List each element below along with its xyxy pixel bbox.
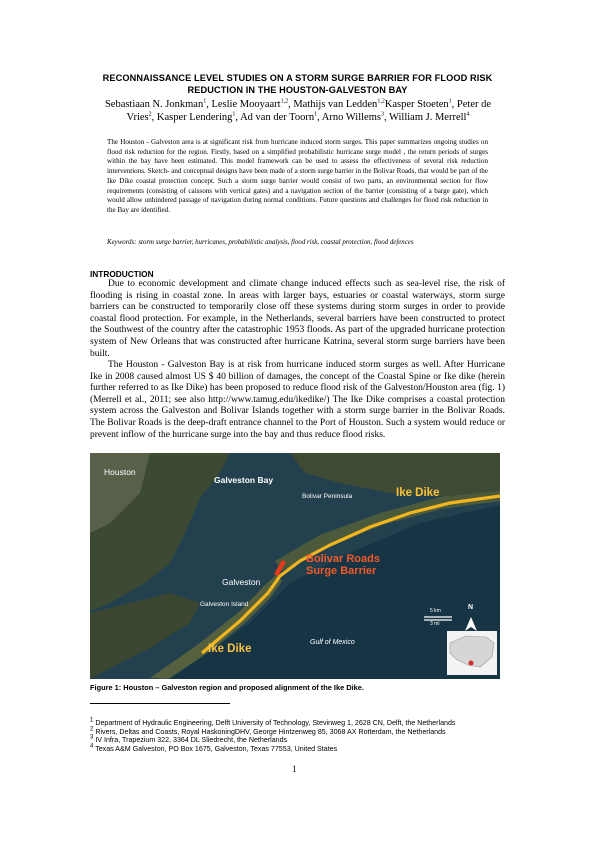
- author: Arno Willems: [321, 112, 381, 123]
- page-number: 1: [292, 764, 297, 774]
- footnote: [90, 728, 520, 737]
- footnote-text: IV Infra, Trapezium 322, 3364 DL Sliedrecht, the Netherlands: [95, 736, 288, 745]
- affiliation-mark: 4: [466, 111, 470, 118]
- footnote: [90, 745, 520, 754]
- paper-title: RECONNAISSANCE LEVEL STUDIES ON A STORM SURGE BARRIER FOR FLOOD RISK REDUCTION IN THE HOUSTON-GALVESTON BAY: [102, 73, 493, 95]
- map-label-houston: Houston: [104, 467, 136, 477]
- footnote-number: 4: [90, 743, 94, 750]
- map-label-bolivar-peninsula: Bolivar Peninsula: [302, 493, 353, 500]
- scale-label-km: 5 km: [430, 608, 441, 614]
- affiliation-mark: 3: [380, 111, 384, 118]
- paragraph-text: Due to economic development and climate change induced effects such as sea-level rise, the risk of flooding is rising in coastal zone. In areas with larger bays, estuaries or coastal waterways, storm surge barriers can be constructed to temporarily close off these systems during storm surges in order to provide coastal flood protection. For example, in the Netherlands, several barriers have been constructed to protect the Southwest of the country after the catastrophic 1953 floods. As part of the upgraded hurricane protection system of New Orleans that was constructed after hurricane Katrina, several storm surge barriers have been built.: [90, 279, 505, 359]
- intro-paragraph-1: [90, 279, 505, 360]
- author: Leslie Mooyaart: [211, 99, 281, 110]
- footnotes: [90, 719, 520, 753]
- affiliation-mark: 1: [448, 98, 452, 105]
- affiliation-mark: 2: [148, 111, 152, 118]
- footnote-number: 1: [90, 717, 94, 724]
- author: Kasper Stoeten: [384, 99, 449, 110]
- scale-label-mi: 3 mi: [430, 621, 440, 627]
- map-label-ike-dike-top: Ike Dike: [396, 487, 440, 499]
- author: Peter de Vries: [126, 99, 492, 123]
- north-arrow-icon: N: [468, 604, 474, 611]
- keywords: Keywords: storm surge barrier, hurricanes, probabilistic analysis, flood risk, coastal protection, flood defences: [107, 239, 414, 246]
- section-heading-introduction: INTRODUCTION: [90, 269, 154, 279]
- barrier-label-line: Bolivar Roads: [306, 553, 380, 565]
- map-label-gulf: Gulf of Mexico: [310, 639, 355, 646]
- affiliation-mark: 1: [232, 111, 236, 118]
- footnote-text: Department of Hydraulic Engineering, Delft University of Technology, Stevinweg 1, 2628 CN, Delft, the Netherlands: [95, 719, 456, 727]
- author-list: Sebastiaan N. Jonkman$^1$, Leslie Mooyaart$^{1,2}$, Mathijs van Ledden$^{1,2}$Kasper Stoeten$^1$, Peter de Vries$^2$, Kasper Lendering$^1$, Ad van der Toorn$^1$, Arno Willems$^3$, William J. Merrell$^4$: [104, 98, 492, 123]
- author: William J. Merrell: [389, 112, 467, 123]
- figure-caption: Figure 1: Houston – Galveston region and proposed alignment of the Ike Dike.: [90, 683, 364, 692]
- affiliation-mark: 1: [203, 98, 207, 105]
- author: , Kasper Lendering: [151, 112, 233, 123]
- paragraph-text: The Houston - Galveston Bay is at risk from hurricane induced storm surges as well. After Hurricane Ike in 2008 caused almost US $ 40 billion of damages, the concept of the Coastal Spine or Ike dike (herein further referred to as Ike Dike) has been proposed to reduce flood risk of the Galveston/Houston area (fig. 1) (Merrell et al., 2011; see also http://www.tamug.edu/ikedike/) The Ike Dike comprises a coastal protection system across the Galveston and Bolivar Islands together with a storm surge barrier in the Bolivar Roads. The Bolivar Roads is the deep-draft entrance channel to the Port of Houston. Such a system would reduce or prevent inflow of the hurricane surge into the bay and thus reduce flood risks.: [90, 360, 505, 440]
- footnote: [90, 736, 520, 745]
- abstract: The Houston - Galveston area is at significant risk from hurricane induced storm surges. This paper summarizes ongoing studies on flood risk reduction for the region. Firstly, based on a simplified probabilistic hurricane surge model , the return periods of surges within the bay have been estimated. This model framework can be used to assess the effectiveness of several risk reduction interventions. Sketch- and conceptual designs have been made of a storm surge barrier in the Bolivar Roads, that would be part of the Ike Dike coastal protection concept. Such a storm surge barrier would consist of two parts, an environmental section for flow requirements (consisting of caissons with vertical gates) and a navigation section of the barrier (consisting of a barge gate), which would allow unhindered passage of navigation during normal conditions. Future questions and challenges for flood risk reduction in the Bay are identified.: [107, 138, 488, 214]
- affiliation-mark: 1,2: [280, 98, 289, 105]
- map-label-galveston-bay: Galveston Bay: [214, 475, 274, 485]
- footnote-number: 3: [90, 734, 94, 741]
- intro-paragraph-2: [90, 360, 505, 441]
- footnote-rule: [90, 703, 230, 704]
- author: Ad van der Toorn: [240, 112, 315, 123]
- figure-1-map: [90, 453, 500, 679]
- footnote: [90, 719, 520, 728]
- map-label-galveston: Galveston: [222, 577, 261, 587]
- map-label-galveston-island: Galveston Island: [200, 601, 249, 608]
- author: Sebastiaan N. Jonkman: [104, 99, 204, 110]
- author: Mathijs van Ledden: [293, 99, 378, 110]
- footnote-number: 2: [90, 726, 94, 733]
- barrier-label-line: Surge Barrier: [306, 565, 377, 577]
- map-label-barrier: [306, 553, 380, 577]
- affiliation-mark: 1: [314, 111, 318, 118]
- footnote-text: Rivers, Deltas and Coasts, Royal HaskoningDHV, George Hintzenweg 85, 3068 AX Rotterdam, the Netherlands: [95, 727, 446, 736]
- map-label-ike-dike-bottom: Ike Dike: [208, 643, 252, 655]
- affiliation-mark: 1,2: [377, 98, 385, 105]
- footnote-text: Texas A&M Galveston, PO Box 1675, Galveston, Texas 77553, United States: [95, 744, 338, 753]
